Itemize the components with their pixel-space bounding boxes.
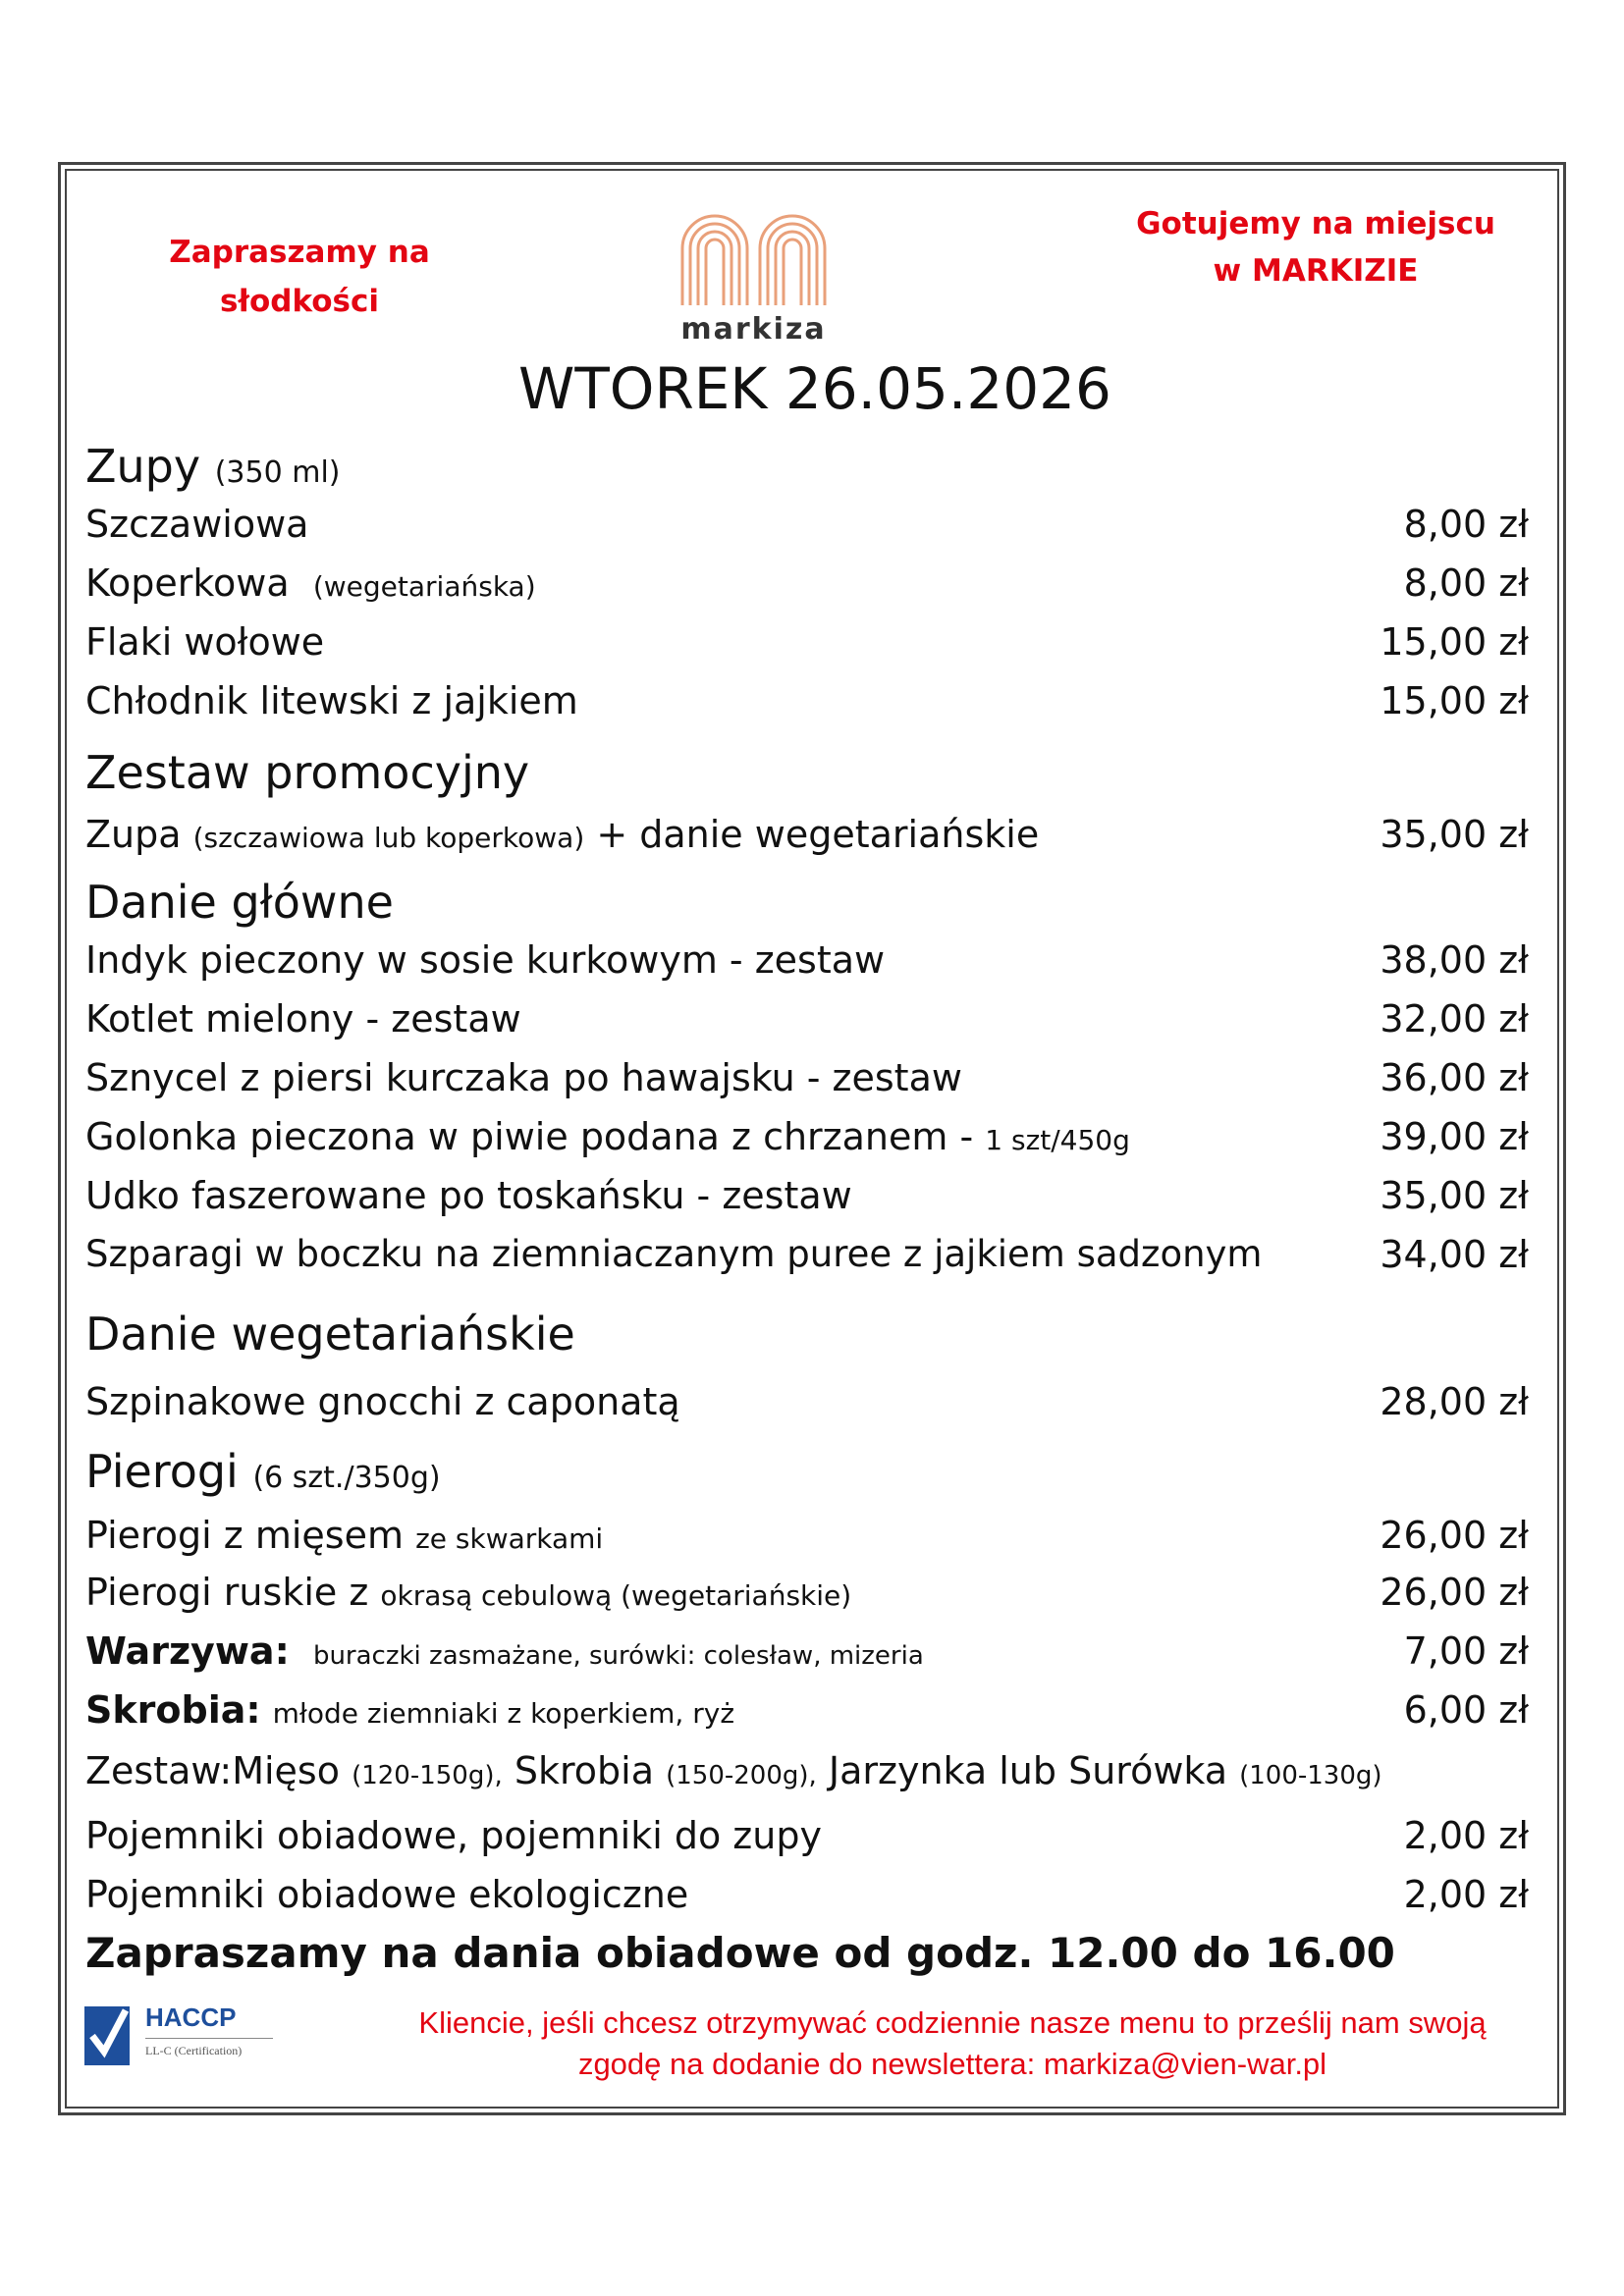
promo-cooking-line1: Gotujemy na miejscu (1136, 206, 1495, 241)
item-name: Pierogi ruskie z (85, 1571, 369, 1614)
item-note: (szczawiowa lub koperkowa) (192, 822, 585, 854)
item-note: 1 szt/450g (985, 1124, 1130, 1156)
zestaw-weight: (100-130g) (1239, 1761, 1382, 1790)
zestaw-info (85, 1749, 1529, 1802)
menu-item (85, 813, 1529, 866)
newsletter-line1: Kliencie, jeśli chcesz otrzymywać codziennie nasze menu to prześlij nam swoją (418, 2005, 1487, 2040)
menu-item (85, 679, 1529, 732)
section-note: (350 ml) (214, 455, 341, 490)
menu-item (85, 1814, 1529, 1867)
menu-item (85, 1056, 1529, 1109)
menu-item (85, 1571, 1529, 1624)
item-price: 32,00 zł (1380, 997, 1529, 1041)
item-name: Skrobia: (85, 1688, 261, 1732)
menu-item (85, 1629, 1529, 1682)
menu-item (85, 1233, 1529, 1286)
item-name: Golonka pieczona w piwie podana z chrzanem - (85, 1115, 974, 1158)
section-title: Danie główne (85, 876, 394, 929)
item-price: 15,00 zł (1380, 679, 1529, 722)
item-price: 15,00 zł (1380, 620, 1529, 664)
section-pierogi (85, 1445, 441, 1498)
zestaw-part: Zestaw:Mięso (85, 1749, 340, 1792)
item-price: 8,00 zł (1403, 503, 1529, 546)
menu-item (85, 997, 1529, 1050)
item-price: 35,00 zł (1380, 1174, 1529, 1217)
item-price: 39,00 zł (1380, 1115, 1529, 1158)
item-name: Chłodnik litewski z jajkiem (85, 679, 578, 722)
logo-wordmark: markiza (680, 312, 827, 347)
item-price: 26,00 zł (1380, 1571, 1529, 1614)
item-note: okrasą cebulową (wegetariańskie) (380, 1579, 852, 1612)
item-name: Szczawiowa (85, 503, 309, 546)
menu-item (85, 1380, 1529, 1433)
section-title: Pierogi (85, 1445, 239, 1498)
haccp-divider (145, 2038, 273, 2039)
item-price: 6,00 zł (1403, 1688, 1529, 1732)
item-note: buraczki zasmażane, surówki: colesław, mizeria (312, 1641, 924, 1671)
promo-sweets (137, 228, 461, 326)
item-price: 7,00 zł (1403, 1629, 1529, 1673)
section-title: Zestaw promocyjny (85, 746, 530, 799)
zestaw-weight: (150-200g), (666, 1761, 817, 1790)
item-name: Udko faszerowane po toskańsku - zestaw (85, 1174, 852, 1217)
menu-item (85, 1514, 1529, 1567)
item-price: 28,00 zł (1380, 1380, 1529, 1423)
menu-item (85, 1115, 1529, 1168)
item-name: Kotlet mielony - zestaw (85, 997, 521, 1041)
menu-item (85, 1688, 1529, 1741)
item-price: 36,00 zł (1380, 1056, 1529, 1099)
menu-item (85, 503, 1529, 556)
section-zestaw-promocyjny (85, 746, 529, 799)
menu-item (85, 1873, 1529, 1926)
haccp-badge (82, 1999, 279, 2077)
newsletter-notice (373, 2002, 1532, 2085)
item-price: 2,00 zł (1403, 1814, 1529, 1857)
haccp-subtitle: LL-C (Certification) (145, 2044, 243, 2057)
section-zupy (85, 440, 340, 493)
opening-hours: Zapraszamy na dania obiadowe od godz. 12.00 do 16.00 (85, 1929, 1395, 1977)
item-price: 8,00 zł (1403, 561, 1529, 605)
zestaw-part: Jarzynka lub Surówka (828, 1749, 1228, 1792)
item-note: (wegetariańska) (312, 570, 536, 603)
markiza-logo (677, 209, 830, 307)
item-name: Pierogi z mięsem (85, 1514, 404, 1557)
menu-item (85, 938, 1529, 991)
zestaw-part: Skrobia (514, 1749, 654, 1792)
haccp-title: HACCP (145, 2002, 237, 2032)
item-name: Szparagi w boczku na ziemniaczanym puree z jajkiem sadzonym (85, 1233, 1263, 1275)
item-suffix: + danie wegetariańskie (596, 813, 1040, 856)
item-name: Szpinakowe gnocchi z caponatą (85, 1380, 680, 1423)
item-name: Pojemniki obiadowe ekologiczne (85, 1873, 689, 1916)
item-price: 34,00 zł (1380, 1233, 1529, 1276)
item-price: 2,00 zł (1403, 1873, 1529, 1916)
item-name: Sznycel z piersi kurczaka po hawajsku - zestaw (85, 1056, 962, 1099)
item-price: 35,00 zł (1380, 813, 1529, 856)
section-note: (6 szt./350g) (252, 1461, 441, 1495)
promo-cooking-line2: w MARKIZIE (1213, 253, 1419, 289)
item-name: Zupa (85, 813, 182, 856)
item-name: Indyk pieczony w sosie kurkowym - zestaw (85, 938, 886, 982)
section-title: Zupy (85, 440, 201, 493)
item-note: ze skwarkami (415, 1522, 604, 1555)
menu-item (85, 620, 1529, 673)
section-danie-wegetarianskie (85, 1308, 575, 1361)
newsletter-line2: zgodę na dodanie do newslettera: markiza@vien-war.pl (577, 2047, 1327, 2081)
item-note: młode ziemniaki z koperkiem, ryż (272, 1697, 735, 1730)
section-title: Danie wegetariańskie (85, 1308, 575, 1361)
item-price: 26,00 zł (1380, 1514, 1529, 1557)
item-name: Warzywa: (85, 1629, 290, 1673)
item-name: Pojemniki obiadowe, pojemniki do zupy (85, 1814, 822, 1857)
menu-item (85, 561, 1529, 614)
promo-cooking (1119, 200, 1512, 294)
item-price: 38,00 zł (1380, 938, 1529, 982)
menu-item (85, 1174, 1529, 1227)
section-danie-glowne (85, 876, 394, 929)
zestaw-weight: (120-150g), (352, 1761, 503, 1790)
item-name: Koperkowa (85, 561, 290, 605)
promo-sweets-line1: Zapraszamy na (169, 235, 430, 270)
item-name: Flaki wołowe (85, 620, 325, 664)
promo-sweets-line2: słodkości (220, 284, 379, 319)
day-title: WTOREK 26.05.2026 (518, 355, 1111, 422)
